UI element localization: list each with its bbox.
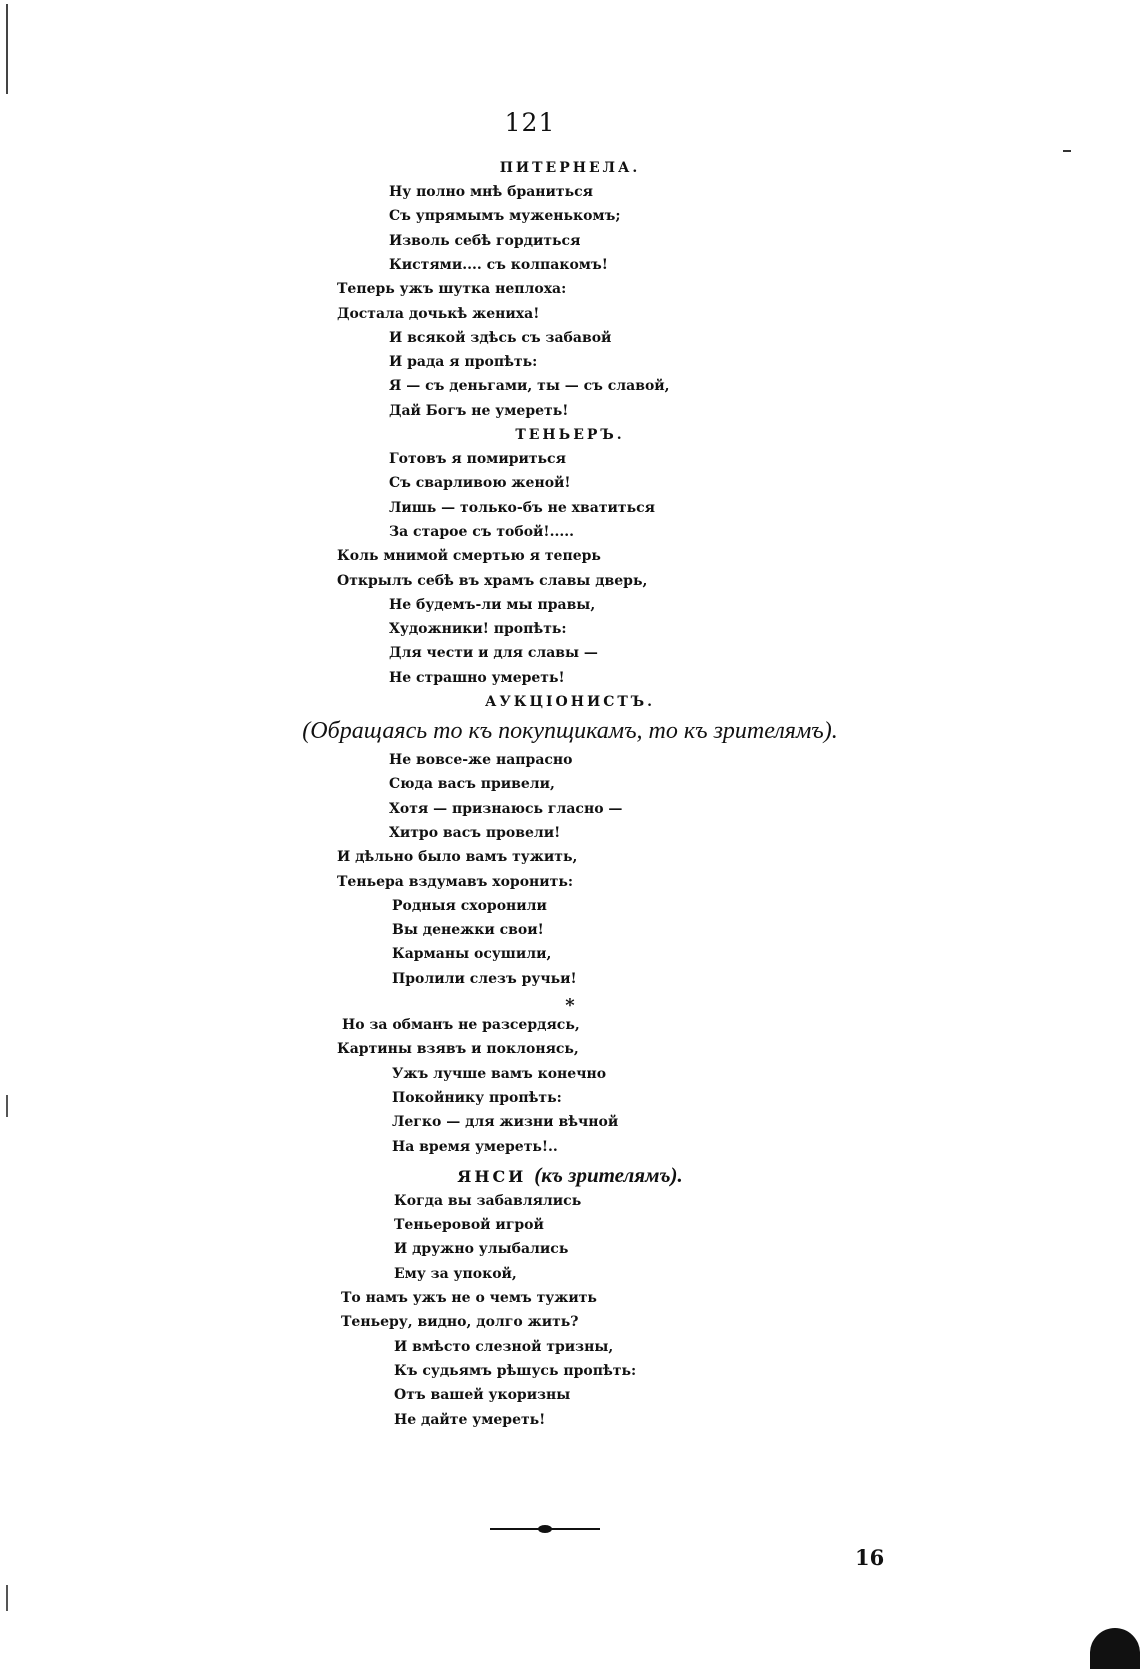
verse-line: Теньера вздумавъ хоронить:	[337, 873, 574, 890]
verse-line: Художники! пропѣть:	[389, 621, 567, 638]
verse-line: Не дайте умереть!	[394, 1411, 546, 1428]
verse-line: И дѣльно было вамъ тужить,	[337, 849, 578, 866]
stage-direction: (къ зрителямъ).	[534, 1162, 683, 1187]
speaker-name: ПИТЕРНЕЛА.	[499, 160, 641, 176]
verse-line: Теньеровой игрой	[394, 1217, 544, 1234]
verse-line: Теньеру, видно, долго жить?	[341, 1314, 579, 1331]
verse-line: За старое съ тобой!.....	[389, 523, 574, 540]
verse-line: Хитро васъ провели!	[389, 824, 561, 841]
verse-line: То намъ ужъ не о чемъ тужить	[341, 1290, 597, 1306]
verse-line: Достала дочькѣ жениха!	[337, 305, 540, 322]
verse-line: Ну полно мнѣ браниться	[389, 184, 593, 200]
verse-line: Коль мнимой смертью я теперь	[337, 548, 601, 565]
scan-blot	[1090, 1628, 1140, 1669]
verse-line: И всякой здѣсь съ забавой	[389, 329, 612, 346]
verse-line: Не вовсе-же напрасно	[389, 752, 573, 768]
end-rule-ornament	[538, 1525, 552, 1533]
verse-line: Когда вы забавлялись	[394, 1192, 582, 1209]
stage-direction: (Обращаясь то къ покупщикамъ, то къ зрителямъ).	[302, 718, 838, 744]
margin-rule-left-mid	[6, 1095, 8, 1117]
verse-line: Картины взявъ и поклонясь,	[337, 1041, 579, 1058]
verse-line: Отъ вашей укоризны	[394, 1387, 571, 1404]
verse-line: Я — съ деньгами, ты — съ славой,	[389, 378, 670, 395]
verse-line: Пролили слезъ ручьи!	[392, 970, 577, 987]
verse-line: Къ судьямъ рѣшусь пропѣть:	[394, 1362, 637, 1379]
verse-line: Изволь себѣ гордиться	[389, 232, 581, 249]
verse-line: И рада я пропѣть:	[389, 354, 538, 371]
signature-mark: 16	[855, 1545, 885, 1570]
speaker-name: ЯНСИ	[457, 1166, 527, 1186]
verse-line: Съ упрямымъ муженькомъ;	[389, 208, 621, 225]
verse-line: Теперь ужъ шутка неплоха:	[337, 281, 567, 298]
verse-line: И вмѣсто слезной тризны,	[394, 1338, 614, 1355]
verse-line: Легко — для жизни вѣчной	[392, 1114, 619, 1131]
verse-line: Не страшно умереть!	[389, 669, 565, 686]
speaker-name: АУКЦІОНИСТЪ.	[484, 694, 656, 710]
verse-line: Ему за упокой,	[394, 1265, 517, 1282]
page-number: 121	[504, 108, 556, 137]
verse-line: Ужъ лучше вамъ конечно	[392, 1065, 607, 1082]
asterisk-ornament: *	[565, 995, 575, 1016]
verse-line: Вы денежки свои!	[392, 922, 544, 939]
verse-line: На время умереть!..	[392, 1138, 558, 1155]
verse-line: Хотя — признаюсь гласно —	[389, 800, 623, 817]
verse-line: Открылъ себѣ въ храмъ славы дверь,	[337, 572, 648, 589]
verse-line: Съ сварливою женой!	[389, 475, 571, 492]
margin-rule-left	[6, 4, 8, 94]
margin-rule-left-bottom	[6, 1585, 8, 1611]
verse-line: И дружно улыбались	[394, 1241, 569, 1258]
verse-line: Кистями.... съ колпакомъ!	[389, 256, 608, 273]
verse-line: Дай Богъ не умереть!	[389, 402, 569, 419]
verse-line: Покойнику пропѣть:	[392, 1089, 562, 1106]
verse-line: Карманы осушили,	[392, 946, 552, 963]
verse-line: Родныя схоронили	[392, 897, 547, 914]
speaker-name: ТЕНЬЕРЪ.	[515, 427, 625, 443]
end-rule	[490, 1522, 600, 1536]
speaker-with-direction	[0, 1163, 1140, 1188]
margin-tick	[1063, 150, 1071, 152]
verse-line: Сюда васъ привели,	[389, 776, 555, 793]
verse-line: Не будемъ-ли мы правы,	[389, 596, 596, 613]
verse-line: Для чести и для славы —	[389, 645, 598, 662]
verse-line: Готовъ я помириться	[389, 451, 566, 467]
verse-line: Лишь — только-бъ не хватиться	[389, 499, 655, 516]
verse-line: Но за обманъ не разсердясь,	[342, 1017, 580, 1033]
